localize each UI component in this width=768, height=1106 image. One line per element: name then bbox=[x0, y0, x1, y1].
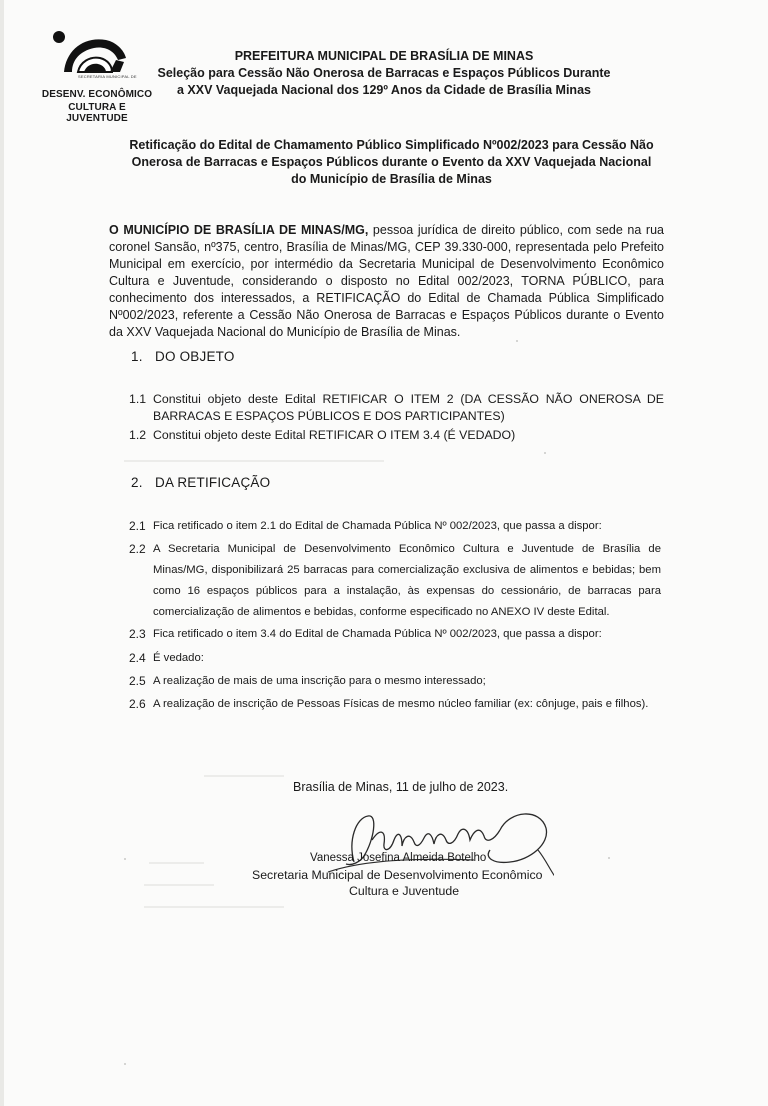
document-title bbox=[99, 137, 684, 188]
scan-artifact bbox=[124, 460, 384, 462]
item-text: Fica retificado o item 2.1 do Edital de Chamada Pública Nº 002/2023, que passa a dispor: bbox=[153, 520, 602, 532]
section-1-heading bbox=[131, 349, 235, 364]
item-number: 2.2 bbox=[129, 542, 146, 556]
scan-artifact bbox=[608, 857, 610, 859]
header-line2: Seleção para Cessão Não Onerosa de Barracas e Espaços Públicos Durante bbox=[157, 66, 611, 80]
list-item bbox=[129, 516, 664, 537]
item-text: A realização de mais de uma inscrição para o mesmo interessado; bbox=[153, 675, 486, 687]
section-2-heading bbox=[131, 475, 270, 490]
section-1-number: 1. bbox=[131, 349, 143, 364]
scan-artifact bbox=[144, 906, 284, 908]
intro-paragraph bbox=[109, 222, 664, 341]
list-item bbox=[129, 671, 664, 692]
item-text: Constitui objeto deste Edital RETIFICAR O ITEM 2 (DA CESSÃO NÃO ONEROSA DE BARRACAS E ESPAÇOS PÚBLICOS E DOS PARTICIPANTES) bbox=[153, 392, 664, 423]
section-2-title: DA RETIFICAÇÃO bbox=[155, 475, 271, 490]
header-line1: PREFEITURA MUNICIPAL DE BRASÍLIA DE MINAS bbox=[234, 49, 534, 63]
scan-artifact bbox=[544, 452, 546, 454]
section-1-title: DO OBJETO bbox=[155, 349, 235, 364]
signatory-role-line2: Cultura e Juventude bbox=[349, 884, 460, 898]
title-line3: do Município de Brasília de Minas bbox=[291, 172, 492, 186]
list-item bbox=[129, 624, 664, 645]
item-text: A Secretaria Municipal de Desenvolvimento Econômico Cultura e Juventude de Brasília de Minas/MG, disponibilizará 25 barracas para comercialização exclusiva de alimentos e bebidas; bem como 16 espaços públicos para a instalação, às expensas do cessionário, de barracas para comercialização de alimentos e bebidas, conforme especificado no ANEXO IV deste Edital. bbox=[153, 543, 661, 618]
secretaria-logo bbox=[38, 28, 156, 124]
logo-arc-icon bbox=[50, 28, 130, 78]
scan-artifact bbox=[149, 862, 204, 864]
title-line2: Onerosa de Barracas e Espaços Públicos durante o Evento da XXV Vaquejada Nacional bbox=[131, 155, 652, 169]
signatory-name: Vanessa Josefina Almeida Botelho bbox=[310, 852, 487, 864]
logo-text-line1: DESENV. ECONÔMICO bbox=[41, 89, 153, 100]
item-text: Fica retificado o item 3.4 do Edital de Chamada Pública Nº 002/2023, que passa a dispor: bbox=[153, 628, 602, 640]
item-text: A realização de inscrição de Pessoas Físicas de mesmo núcleo familiar (ex: cônjuge, pais e filhos). bbox=[153, 698, 649, 710]
item-number: 2.3 bbox=[129, 627, 146, 641]
scan-artifact bbox=[124, 1063, 126, 1065]
item-number: 2.5 bbox=[129, 674, 146, 688]
list-item bbox=[129, 648, 664, 669]
logo-text-line2: CULTURA E JUVENTUDE bbox=[66, 102, 128, 124]
scan-artifact bbox=[144, 884, 214, 886]
scan-artifact bbox=[124, 858, 126, 860]
list-item bbox=[129, 539, 664, 623]
item-number: 1.1 bbox=[129, 392, 147, 406]
document-header bbox=[154, 48, 614, 99]
list-item bbox=[129, 694, 674, 715]
item-number: 1.2 bbox=[129, 428, 147, 442]
list-item bbox=[129, 427, 664, 444]
list-item bbox=[129, 391, 664, 425]
logo-tagline: SECRETARIA MUNICIPAL DE bbox=[78, 74, 137, 79]
signature-date: Brasília de Minas, 11 de julho de 2023. bbox=[293, 780, 509, 794]
item-number: 2.6 bbox=[129, 697, 146, 711]
item-text: Constitui objeto deste Edital RETIFICAR O ITEM 3.4 (É VEDADO) bbox=[153, 428, 516, 442]
section-2-number: 2. bbox=[131, 475, 143, 490]
signatory-role-line1: Secretaria Municipal de Desenvolvimento Econômico bbox=[252, 868, 543, 882]
title-line1: Retificação do Edital de Chamamento Público Simplificado Nº002/2023 para Cessão Não bbox=[129, 138, 654, 152]
item-number: 2.4 bbox=[129, 651, 146, 665]
scan-artifact bbox=[204, 775, 284, 777]
item-number: 2.1 bbox=[129, 519, 146, 533]
header-line3: a XXV Vaquejada Nacional dos 129º Anos da Cidade de Brasília Minas bbox=[177, 83, 591, 97]
item-text: É vedado: bbox=[153, 652, 204, 664]
intro-lead: O MUNICÍPIO DE BRASÍLIA DE MINAS/MG, bbox=[109, 223, 369, 237]
scan-artifact bbox=[516, 340, 518, 342]
intro-body: pessoa jurídica de direito público, com sede na rua coronel Sansão, nº375, centro, Brasília de Minas/MG, CEP 39.330-000, representada pelo Prefeito Municipal em exercício, por intermédio da Secretaria Municipal de Desenvolvimento Econômico Cultura e Juventude, considerando o disposto no Edital 002/2023, TORNA PÚBLICO, para conhecimento dos interessados, a RETIFICAÇÃO do Edital de Chamada Pública Simplificado Nº002/2023, referente a Cessão Não Onerosa de Barracas e Espaços Públicos durante o Evento da XXV Vaquejada Nacional do Município de Brasília de Minas. bbox=[109, 223, 664, 339]
